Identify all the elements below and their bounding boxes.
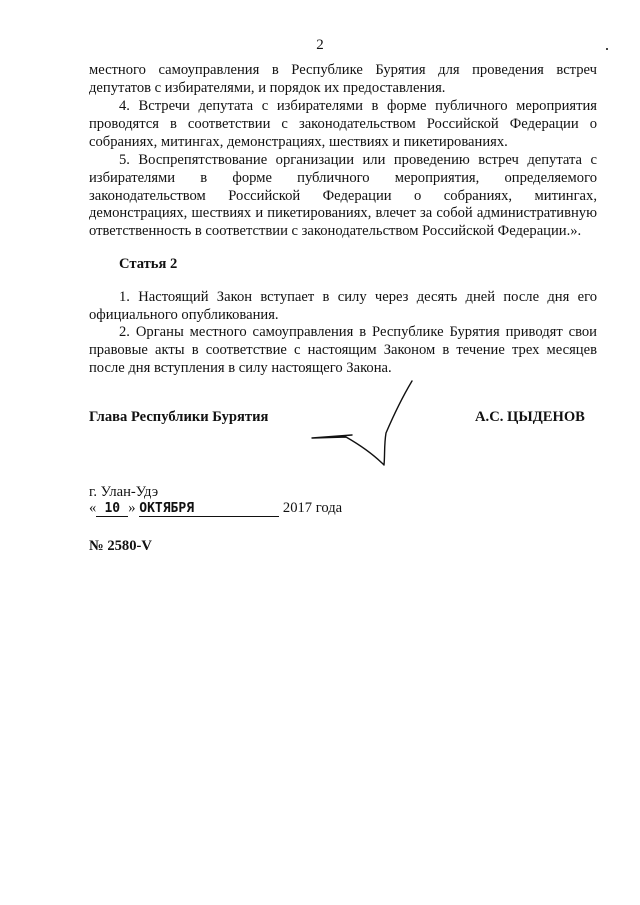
document-number: № 2580-V: [89, 538, 152, 554]
paragraph-item-4: 4. Встречи депутата с избирателями в форме публичного мероприятия проводятся в соответствии с законодательством Российской Федерации о собраниях, митингах, демонстрациях, шествиях и пикетированиях.: [89, 98, 597, 150]
date-month: ОКТЯБРЯ: [139, 501, 279, 517]
paragraph-item-5: 5. Воспрепятствование организации или проведению встреч депутата с избирателями в форме публичного мероприятия, определяемого законодательством Российской Федерации о собраниях, митингах, демонстрациях, шествиях и пикетированиях, влечет за собой административную ответственность в соответствии с законодательством Российской Федерации.».: [89, 152, 597, 240]
handwritten-signature: [300, 375, 420, 475]
page-number: 2: [316, 37, 324, 53]
place-of-signing: г. Улан-Удэ: [89, 484, 159, 500]
signature-title: Глава Республики Бурятия: [89, 409, 269, 425]
paragraph-continuation: местного самоуправления в Республике Бурятия для проведения встреч депутатов с избирателями, и порядок их предоставления.: [89, 62, 597, 96]
date-close-quote: »: [128, 500, 136, 516]
date-open-quote: «: [89, 500, 97, 516]
scan-speck: [606, 48, 608, 50]
date-day: 10: [96, 501, 128, 517]
article2-paragraph-2: 2. Органы местного самоуправления в Республике Бурятия приводят свои правовые акты в соответствие с настоящим Законом в течение трех месяцев после дня вступления в силу настоящего Закона.: [89, 324, 597, 376]
article2-paragraph-1: 1. Настоящий Закон вступает в силу через десять дней после дня его официального опубликования.: [89, 289, 597, 323]
article-heading: Статья 2: [119, 256, 178, 272]
date-line: [89, 500, 342, 517]
signatory-name: А.С. ЦЫДЕНОВ: [475, 409, 585, 425]
date-year: 2017 года: [282, 500, 343, 516]
